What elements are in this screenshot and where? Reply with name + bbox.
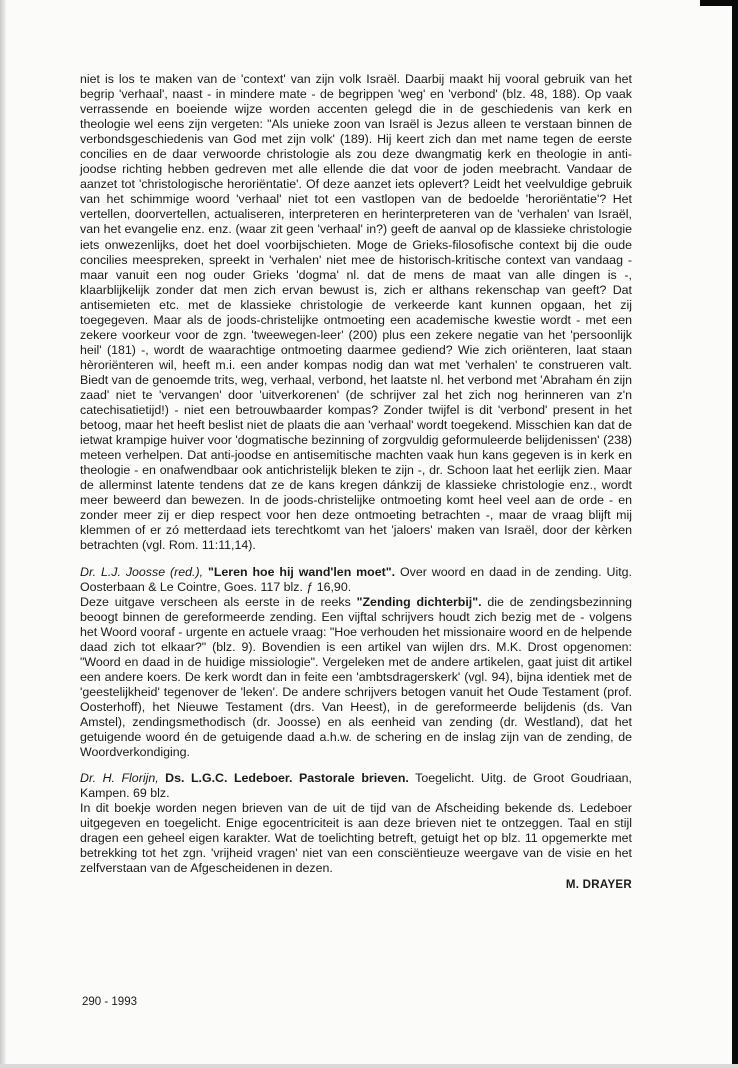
paragraph-gap [80,554,632,565]
page-number: 290 - 1993 [82,996,137,1008]
review-series: "Zending dichterbij". [356,594,482,609]
paragraph-gap [80,760,632,771]
review-heading [80,771,632,801]
scan-edge-bottom [0,1064,738,1068]
scan-edge-right [732,0,738,1068]
article-paragraph: niet is los te maken van de 'context' van zijn volk Israël. Daarbij maakt hij vooral gebruik van het begrip 'verhaal', naast - in mindere mate - de begrippen 'weg' en 'verbond' (blz. 48, 188). Op vaak verrassende en boeiende wijze worden accenten gelegd die in de geschiedenis van kerk en theologie wel eens zijn vergeten: "Als unieke zoon van Israël is Jezus alleen te verstaan binnen de verbondsgeschiedenis van God met zijn volk' (189). Hij keert zich dan met name tegen de eerste concilies en de daar verwoorde christologie als zou deze dwangmatig kerk en theologie in anti-joodse richting hebben gedreven met alle ellende die dat voor de joden meebracht. Vandaar de aanzet tot 'christologische heroriëntatie'. Of deze aanzet iets oplevert? Leidt het veelvuldige gebruik van het schimmige woord 'verhaal' niet tot een vastlopen van de bedoelde 'heroriëntatie'? Het vertellen, doorvertellen, actualiseren, interpreteren en herinterpreteren van de 'verhalen' van Israël, van het evangelie enz. enz. (waar zit geen 'verhaal' in?) geeft de aanval op de klassieke christologie iets onwezenlijks, doet het doel voorbijschieten. Moge de Grieks-filosofische context bij die oude concilies meespreken, spreekt in 'verhalen' niet mee de historisch-kritische context van vandaag - maar vanuit een nog ouder Grieks 'dogma' nl. dat de mens de maat van alle dingen is -, klaarblijkelijk zonder dat men zich ervan bewust is, zich er althans rekenschap van geeft? Dat antisemieten etc. met de klassieke christologie de verkeerde kant kunnen opgaan, het zij toegegeven. Maar als de joods-christelijke ontmoeting een academische kwestie wordt - met een zekere voorkeur voor de zgn. 'tweewegen-leer' (200) plus een zekere negatie van het 'persoonlijk heil' (181) -, wordt de waarachtige ontmoeting daarmee gediend? Wie zich oriënteren, laat staan hèroriënteren wil, heeft m.i. een ander kompas nodig dan wat met 'verhalen' te construeren valt. Biedt van de genoemde trits, weg, verhaal, verbond, het laatste nl. het verbond met 'Abraham én zijn zaad' niet te 'vervangen' door 'uitverkorenen' (de schrijver zal het zich nog herinneren van z'n catechisatietijd!) - niet een betrouwbaarder kompas? Zonder twijfel is dit 'verbond' present in het betoog, maar het heeft beslist niet de plaats die aan 'verhaal' wordt toegekend. Misschien kan dat de ietwat krampige huiver voor 'dogmatische bezinning of zorgvuldig geformuleerde belijdenissen' (238) meteen verhelpen. Dat anti-joodse en antisemitische machten vaak hun kans gegeven is in kerk en theologie - en onafwendbaar ook antichristelijk bleken te zijn -, dr. Schoon laat het eerlijk zien. Maar de allerminst latente tendens dat ze de kans kregen dánkzij de klassieke christologie enz., wordt meer beweerd dan bewezen. In de joods-christelijke ontmoeting komt heel veel aan de orde - en zonder meer zij er diep respect voor hen deze ontmoeting betrachten -, maar de vraag blijft mij klemmen of er zó metterdaad iets terechtkomt van het 'jaloers' maken van Israël, door der kèrken betrachten (vgl. Rom. 11:11,14). [80,72,633,553]
review-details: Over woord en daad in de zending. Uitg. Oosterbaan & Le Cointre, Goes. 117 blz. ƒ 16,90. [80,564,632,594]
review-body: In dit boekje worden negen brieven van de uit de tijd van de Afscheiding bekende ds. Ledeboer uitgegeven en toegelicht. Enige egocentriciteit is aan deze brieven niet te ontzeggen. Taal en stijl dragen een geheel eigen karakter. Wat de toelichting betreft, getuigt het op blz. 11 opgemerkte met betrekking tot het zgn. 'vrijheid vragen' niet van een consciëntieuze weergave van de visie en het zelfverstaan van de Afgescheidenen in dezen. [80,801,632,876]
review-body [80,595,632,761]
review-author: Dr. L.J. Joosse (red.), [80,564,204,579]
review-title: "Leren hoe hij wand'len moet". [207,564,396,579]
review-details: Toegelicht. Uitg. de Groot Goudriaan, Kampen. 69 blz. [80,771,632,801]
review-body-start: Deze uitgave verscheen als eerste in de reeks [80,594,351,609]
reviewer-signature: M. DRAYER [565,879,632,892]
text-column [80,72,632,893]
scan-edge-top [700,0,738,6]
review-author: Dr. H. Florijn, [80,771,159,786]
review-body-rest: die de zendingsbezinning beoogt binnen de gereformeerde zending. Een vijftal schrijvers houdt zich bezig met de - volgens het Woord vooraf - urgente en actuele vraag: "Hoe verhouden het missionaire woord en de helpende daad zich tot elkaar?" (blz. 9). Bovendien is een artikel van wijlen drs. M.K. Drost opgenomen: "Woord en daad in de huidige missiologie". Vergeleken met de andere artikelen, gaat juist dit artikel een andere koers. De kerk wordt dan in feite een 'ambtsdragerskerk' (vgl. 94), bijna identiek met de 'geestelijkheid' tegenover de 'leken'. De andere schrijvers betogen vanuit het Oude Testament (prof. Oosterhoff), het Nieuwe Testament (drs. Van Heest), in de gereformeerde belijdenis (ds. Van Amstel), zendingsmethodisch (dr. Joosse) en als eenheid van zending (dr. Westland), dat het getuigende woord én de getuigende daad a.h.w. de schering en de inslag zijn van de zending, de Woordverkondiging. [80,594,632,760]
review-title: Ds. L.G.C. Ledeboer. Pastorale brieven. [165,771,409,786]
scan-edge-left [0,0,6,1068]
review-heading [80,565,632,595]
